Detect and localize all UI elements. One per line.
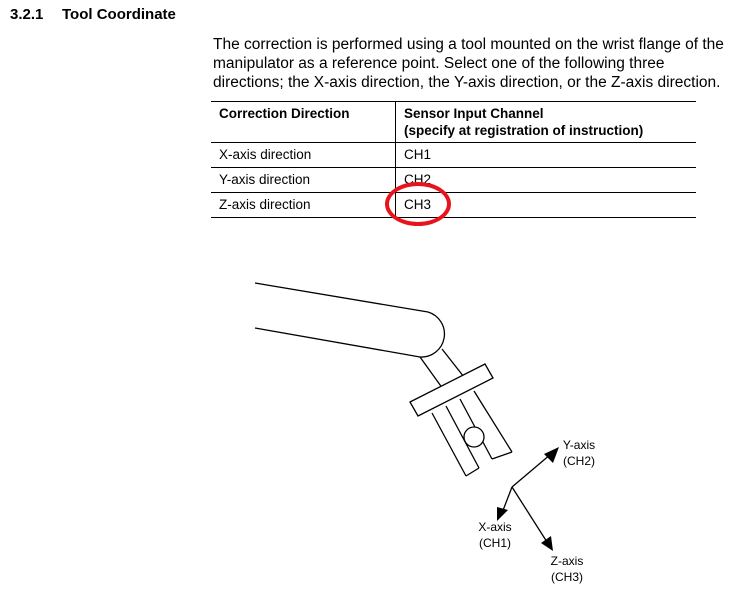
x-axis-label <box>472 519 518 551</box>
body-paragraph: The correction is performed using a tool mounted on the wrist flange of the manipulator as a reference point. Select one of the following three directions; the X-axis direction, the Y-axis direction, or the Z-axis direction. <box>213 36 724 91</box>
row-direction: Z-axis direction <box>211 193 396 218</box>
z-axis-name: Z-axis <box>550 554 584 568</box>
z-axis-label <box>544 553 590 585</box>
wrist-line-left <box>420 357 443 389</box>
header-sensor-note: (specify at registration of instruction) <box>404 123 644 138</box>
y-axis-line <box>512 454 551 487</box>
y-axis-label <box>558 437 600 469</box>
section-number: 3.2.1 <box>10 6 44 23</box>
section-title: Tool Coordinate <box>62 6 176 23</box>
row-channel: CH2 <box>396 168 697 193</box>
tool-tip-right <box>492 452 512 459</box>
x-axis-name: X-axis <box>478 520 512 534</box>
manipulator-arm <box>255 283 444 357</box>
y-axis-arrowhead <box>544 447 559 463</box>
tool-tip-left <box>466 468 479 476</box>
row-channel: CH1 <box>396 143 697 168</box>
row-channel: CH3 <box>396 193 697 218</box>
y-axis-name: Y-axis <box>562 438 596 452</box>
tool-line-1 <box>432 413 466 476</box>
row-direction: X-axis direction <box>211 143 396 168</box>
header-sensor-title: Sensor Input Channel <box>404 106 544 121</box>
wrist-flange <box>410 364 493 416</box>
tool-ball <box>464 427 484 447</box>
z-axis-arrowhead <box>541 536 553 551</box>
header-correction-direction: Correction Direction <box>211 102 396 143</box>
y-axis-channel: (CH2) <box>563 454 595 468</box>
row-direction: Y-axis direction <box>211 168 396 193</box>
wrist-line-right <box>442 349 464 377</box>
z-axis-channel: (CH3) <box>551 570 583 584</box>
x-axis-channel: (CH1) <box>479 536 511 550</box>
